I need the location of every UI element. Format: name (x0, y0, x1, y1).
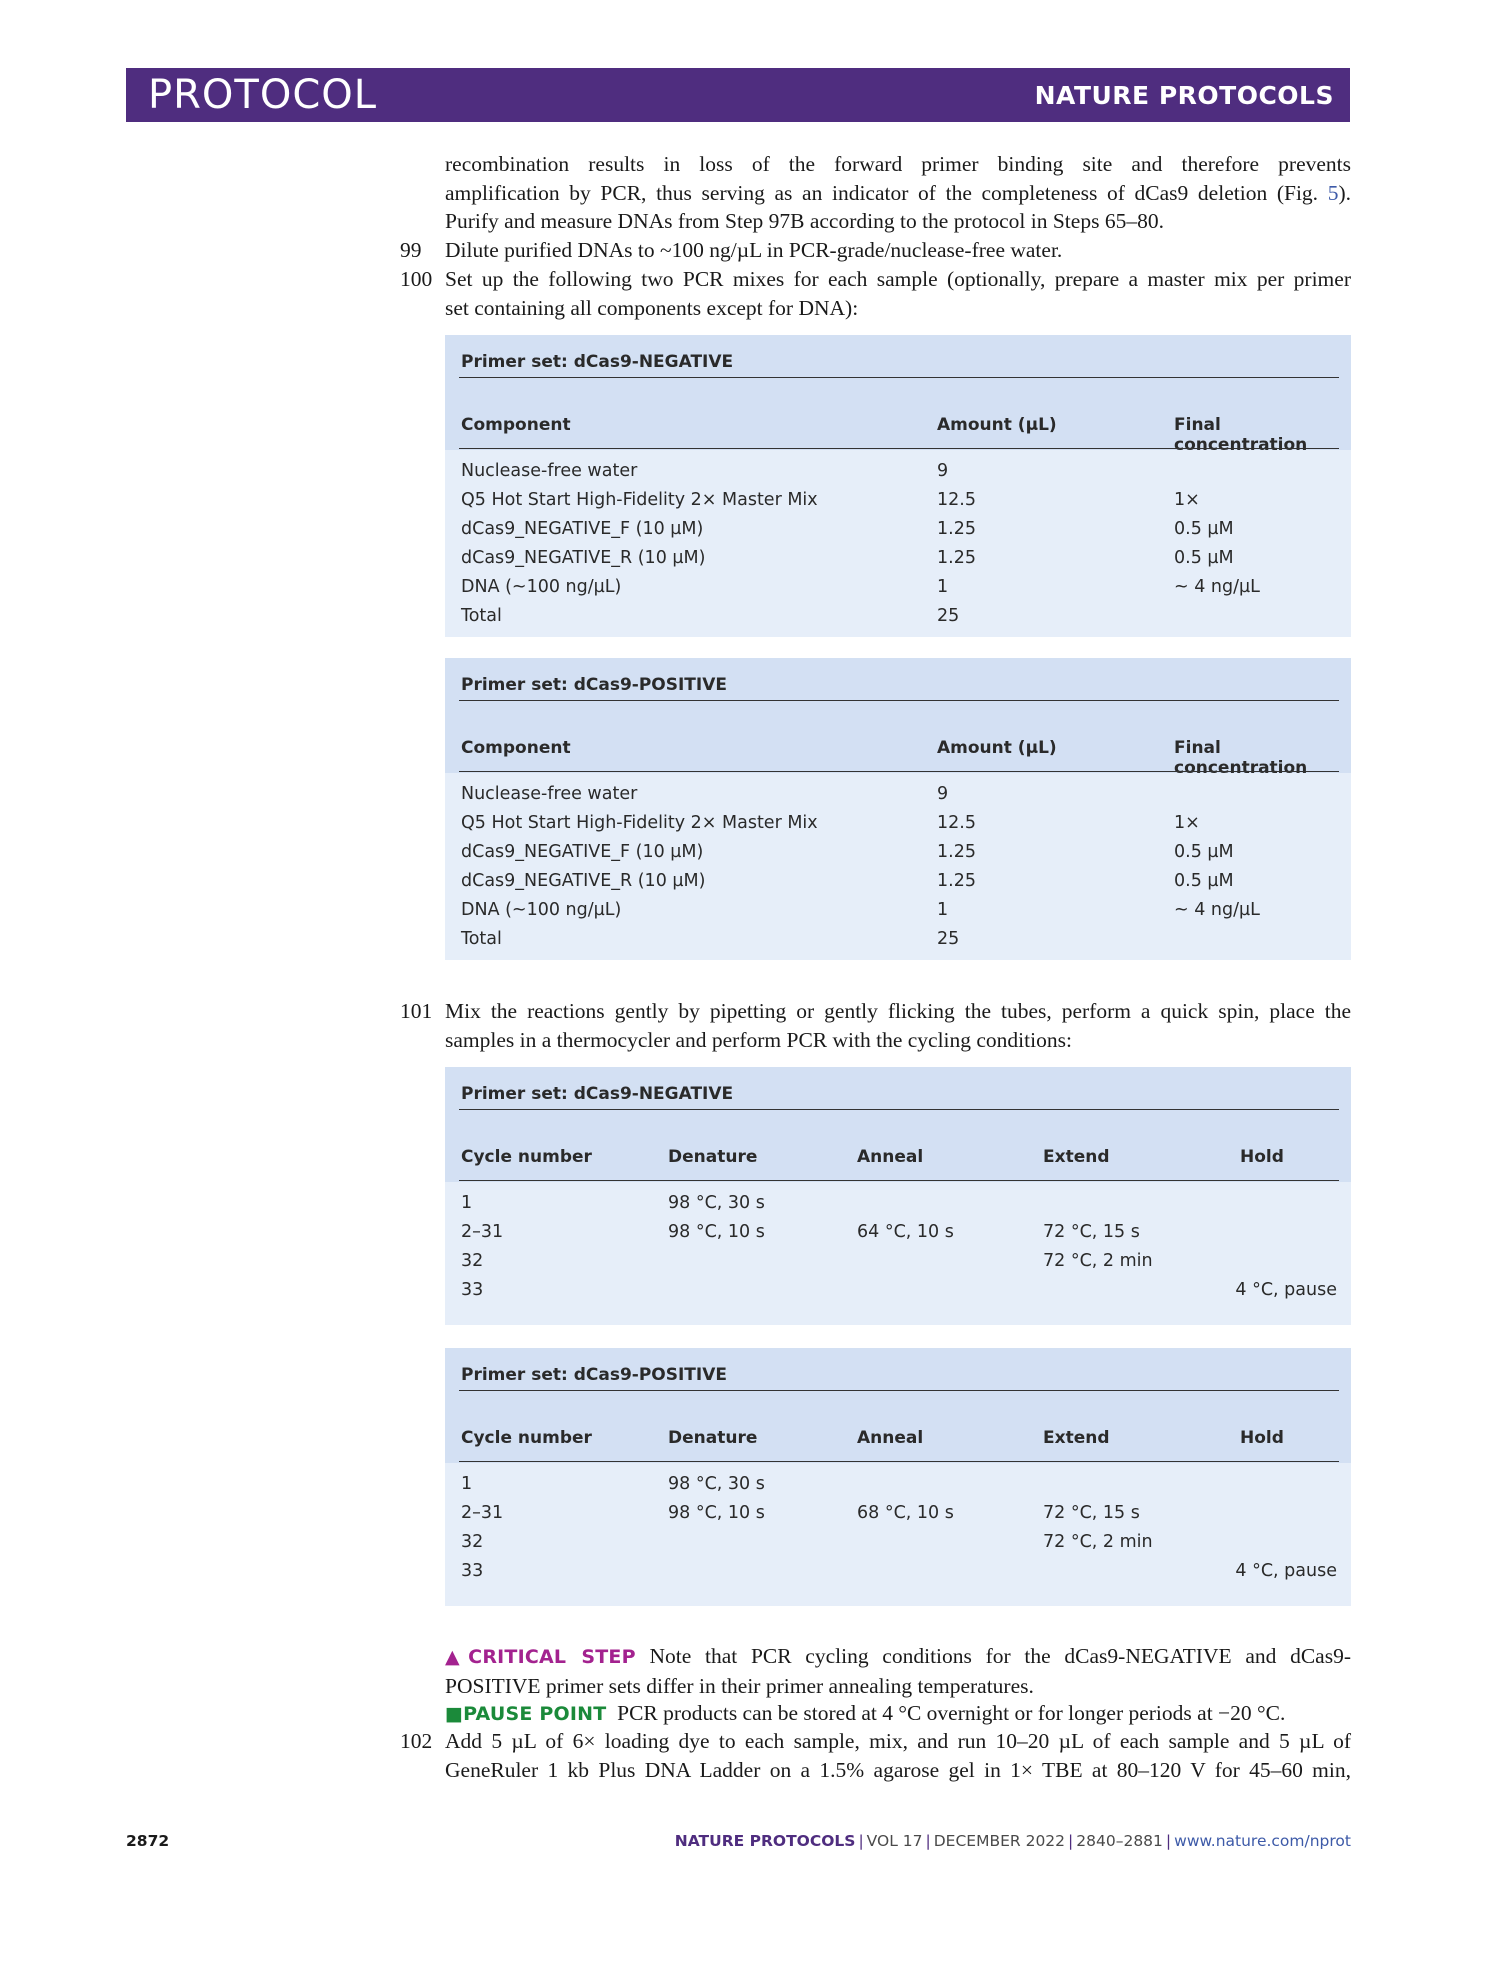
journal-name: NATURE PROTOCOLS (1034, 81, 1334, 110)
table-cell: 32 (461, 1251, 484, 1271)
step-number: 101 (400, 999, 433, 1023)
table-cell: 98 °C, 30 s (668, 1474, 765, 1494)
table-cell: Total (461, 929, 502, 949)
critical-step-label: ▲CRITICAL STEP (445, 1646, 636, 1668)
footer-pages: 2840–2881 (1076, 1832, 1163, 1850)
step-102-text: Add 5 µL of 6× loading dye to each sample, mix, and run 10–20 µL of each sample and 5 µL of GeneRuler 1 kb Plus DNA Ladder on a 1.5% agarose gel in 1× TBE at 80–120 V for 45–60 min, (445, 1729, 1351, 1782)
pause-point-note: ■PAUSE POINT PCR products can be stored at 4 °C overnight or for longer periods at −20 °C. (445, 1701, 1286, 1725)
table-cell: 1× (1174, 490, 1200, 510)
column-header: Extend (1043, 1147, 1110, 1167)
table-cell: 0.5 µM (1174, 519, 1234, 539)
header-banner (126, 68, 1350, 122)
footer-url-link[interactable]: www.nature.com/nprot (1174, 1832, 1351, 1850)
primer-set-title: Primer set: dCas9-POSITIVE (461, 1365, 727, 1385)
footer-journal: NATURE PROTOCOLS (674, 1832, 856, 1850)
primer-set-title: Primer set: dCas9-NEGATIVE (461, 1084, 734, 1104)
table-cell: dCas9_NEGATIVE_R (10 µM) (461, 548, 706, 568)
table-cell: Total (461, 606, 502, 626)
table-cell: 1.25 (937, 548, 976, 568)
column-header: Anneal (857, 1428, 924, 1448)
primer-set-title: Primer set: dCas9-NEGATIVE (461, 352, 734, 372)
column-header: Denature (668, 1147, 758, 1167)
table-cell: 9 (937, 461, 949, 481)
intro-line-3: Purify and measure DNAs from Step 97B according to the protocol in Steps 65–80. (445, 209, 1164, 233)
pause-point-label: ■PAUSE POINT (445, 1703, 607, 1725)
step-100-text: Set up the following two PCR mixes for each sample (optionally, prepare a master mix per primer set containing all components except for DNA): (445, 267, 1351, 320)
table-cell: 2–31 (461, 1222, 504, 1242)
column-header: Cycle number (461, 1428, 592, 1448)
column-header: Component (461, 738, 571, 758)
table-cell: 1 (937, 900, 949, 920)
table-cell: 68 °C, 10 s (857, 1503, 954, 1523)
column-header: Amount (µL) (937, 415, 1057, 435)
column-header: Denature (668, 1428, 758, 1448)
cycle-table-positive (445, 1348, 1351, 1606)
column-header: Amount (µL) (937, 738, 1057, 758)
table-cell: 33 (461, 1561, 484, 1581)
table-cell: Q5 Hot Start High-Fidelity 2× Master Mix (461, 490, 818, 510)
table-cell: 72 °C, 2 min (1043, 1532, 1153, 1552)
intro-paragraph (445, 150, 1351, 236)
table-cell: 1.25 (937, 519, 976, 539)
column-header: Component (461, 415, 571, 435)
primer-set-title: Primer set: dCas9-POSITIVE (461, 675, 727, 695)
column-header: Anneal (857, 1147, 924, 1167)
table-cell: 1× (1174, 813, 1200, 833)
cycle-table-negative (445, 1067, 1351, 1325)
intro-line-2: amplification by PCR, thus serving as an indicator of the completeness of dCas9 deletion (Fig. 5). (445, 180, 1352, 205)
table-cell: ~ 4 ng/µL (1174, 577, 1260, 597)
table-cell: Nuclease-free water (461, 784, 638, 804)
table-cell: 98 °C, 10 s (668, 1503, 765, 1523)
table-cell: 98 °C, 10 s (668, 1222, 765, 1242)
table-cell: 72 °C, 15 s (1043, 1222, 1140, 1242)
table-cell: 25 (937, 606, 960, 626)
table-cell: DNA (~100 ng/µL) (461, 577, 622, 597)
table-cell: Nuclease-free water (461, 461, 638, 481)
table-cell: 0.5 µM (1174, 548, 1234, 568)
step-number: 99 (400, 238, 422, 262)
table-cell: 12.5 (937, 490, 976, 510)
table-cell: 0.5 µM (1174, 842, 1234, 862)
table-cell: 25 (937, 929, 960, 949)
table-cell: 1 (461, 1193, 473, 1213)
table-cell: 4 °C, pause (1235, 1561, 1337, 1581)
step-99-text: Dilute purified DNAs to ~100 ng/µL in PCR-grade/nuclease-free water. (445, 238, 1063, 262)
mix-table-negative (445, 335, 1351, 637)
step-101-text: Mix the reactions gently by pipetting or gently flicking the tubes, perform a quick spin, place the samples in a thermocycler and perform PCR with the cycling conditions: (445, 999, 1351, 1052)
table-cell: 72 °C, 15 s (1043, 1503, 1140, 1523)
table-cell: Q5 Hot Start High-Fidelity 2× Master Mix (461, 813, 818, 833)
table-cell: dCas9_NEGATIVE_F (10 µM) (461, 519, 704, 539)
mix-table-positive (445, 658, 1351, 960)
footer-volume: VOL 17 (866, 1832, 923, 1850)
table-cell: 32 (461, 1532, 484, 1552)
column-header: Cycle number (461, 1147, 592, 1167)
figure-link[interactable]: 5 (1327, 180, 1339, 205)
table-cell: 0.5 µM (1174, 871, 1234, 891)
table-cell: DNA (~100 ng/µL) (461, 900, 622, 920)
page-number: 2872 (126, 1832, 170, 1850)
table-cell: 1.25 (937, 871, 976, 891)
column-header: Final concentration (1174, 415, 1308, 455)
table-cell: 9 (937, 784, 949, 804)
table-cell: 1 (937, 577, 949, 597)
column-header: Extend (1043, 1428, 1110, 1448)
section-label: PROTOCOL (148, 72, 378, 118)
table-cell: ~ 4 ng/µL (1174, 900, 1260, 920)
table-cell: 1.25 (937, 842, 976, 862)
table-cell: 72 °C, 2 min (1043, 1251, 1153, 1271)
step-number: 100 (400, 267, 433, 291)
critical-step-note: ▲CRITICAL STEP Note that PCR cycling conditions for the dCas9-NEGATIVE and dCas9- POSITIVE primer sets differ in their primer annealing temperatures. (445, 1644, 1352, 1698)
table-cell: 33 (461, 1280, 484, 1300)
footer-citation: NATURE PROTOCOLS | VOL 17 | DECEMBER 2022 | 2840–2881 | www.nature.com/nprot (674, 1832, 1351, 1850)
table-cell: dCas9_NEGATIVE_R (10 µM) (461, 871, 706, 891)
table-cell: 1 (461, 1474, 473, 1494)
table-cell: 64 °C, 10 s (857, 1222, 954, 1242)
table-cell: 98 °C, 30 s (668, 1193, 765, 1213)
footer-date: DECEMBER 2022 (933, 1832, 1066, 1850)
column-header: Hold (1240, 1428, 1284, 1448)
column-header: Hold (1240, 1147, 1284, 1167)
table-cell: 12.5 (937, 813, 976, 833)
table-cell: 2–31 (461, 1503, 504, 1523)
intro-line-1: recombination results in loss of the forward primer binding site and therefore prevents (445, 152, 1351, 176)
table-cell: 4 °C, pause (1235, 1280, 1337, 1300)
table-cell: dCas9_NEGATIVE_F (10 µM) (461, 842, 704, 862)
column-header: Final concentration (1174, 738, 1308, 778)
step-number: 102 (400, 1729, 433, 1753)
